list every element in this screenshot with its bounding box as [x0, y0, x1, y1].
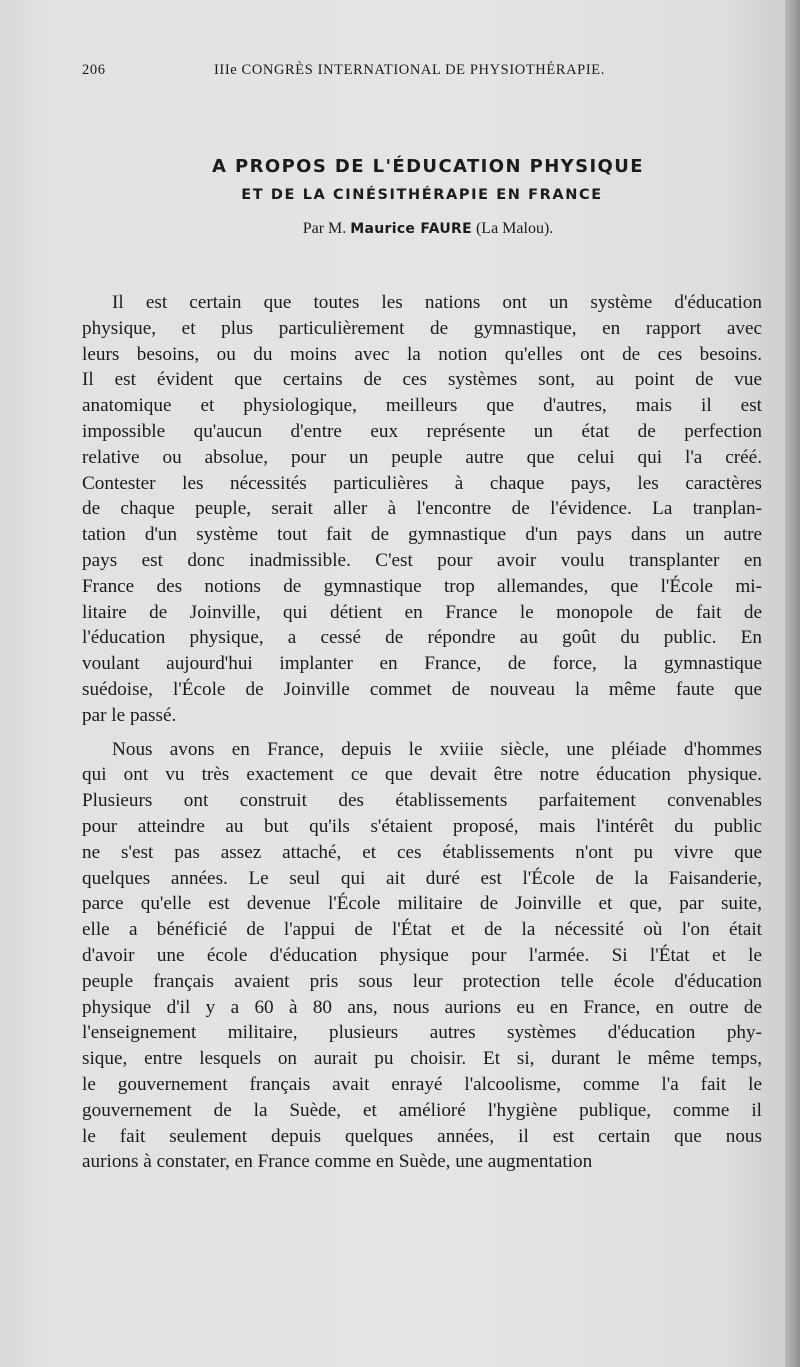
page-edge-shadow [785, 0, 800, 1367]
text-line: tation d'un système tout fait de gymnastique d'un pays dans un autre [82, 524, 762, 546]
text-line: quelques années. Le seul qui ait duré est l'École de la Faisanderie, [82, 867, 762, 889]
text-line: le gouvernement français avait enrayé l'alcoolisme, comme l'a fait le [82, 1073, 762, 1095]
paragraph [82, 290, 762, 729]
text-line: Il est évident que certains de ces systèmes sont, au point de vue [82, 369, 762, 391]
text-line: qui ont vu très exactement ce que devait être notre éducation physique. [82, 764, 762, 786]
text-line: peuple français avaient pris sous leur protection telle école d'éducation [82, 970, 762, 992]
article-subtitle: ET DE LA CINÉSITHÉRAPIE EN FRANCE [241, 187, 603, 203]
text-line: Plusieurs ont construit des établissements parfaitement convenables [82, 790, 762, 812]
byline-prefix: Par M. [302, 220, 351, 237]
text-line: leurs besoins, ou du moins avec la notion qu'elles ont de ces besoins. [82, 343, 762, 365]
text-line: pays est donc inadmissible. C'est pour avoir voulu transplanter en [82, 549, 762, 571]
text-line: parce qu'elle est devenue l'École militaire de Joinville et que, par suite, [82, 893, 762, 915]
show-through-artifact [82, 108, 772, 128]
text-line: Nous avons en France, depuis le xviiie siècle, une pléiade d'hommes [112, 738, 762, 760]
article-title: A PROPOS DE L'ÉDUCATION PHYSIQUE [212, 156, 644, 177]
text-line: gouvernement de la Suède, et amélioré l'hygiène publique, comme il [82, 1099, 762, 1121]
text-line: Contester les nécessités particulières à chaque pays, les caractères [82, 472, 762, 494]
text-line: litaire de Joinville, qui détient en France le monopole de fait de [82, 601, 762, 623]
text-line: ne s'est pas assez attaché, et ces établissements n'ont pu vivre que [82, 841, 762, 863]
text-line: l'enseignement militaire, plusieurs autres systèmes d'éducation phy- [82, 1022, 762, 1044]
text-line: elle a bénéficié de l'appui de l'État et de la nécessité où l'on était [82, 919, 762, 941]
text-line: anatomique et physiologique, meilleurs que d'autres, mais il est [82, 395, 762, 417]
paragraph-gap [82, 729, 762, 737]
text-line: de chaque peuple, serait aller à l'encontre de l'évidence. La tranplan- [82, 498, 762, 520]
text-line: physique d'il y a 60 à 80 ans, nous aurions eu en France, en outre de [82, 996, 762, 1018]
text-line: France des notions de gymnastique trop allemandes, que l'École mi- [82, 575, 762, 597]
text-line: voulant aujourd'hui implanter en France, de force, la gymnastique [82, 653, 762, 675]
text-line: relative ou absolue, pour un peuple autre que celui qui l'a créé. [82, 446, 762, 468]
article-title-block [82, 154, 762, 240]
article-body [82, 290, 762, 1175]
byline-affiliation: (La Malou). [471, 220, 554, 237]
text-line: par le passé. [82, 704, 177, 726]
text-line: le fait seulement depuis quelques années, il est certain que nous [82, 1125, 762, 1147]
running-title: IIIe CONGRÈS INTERNATIONAL DE PHYSIOTHÉRAPIE. [214, 62, 605, 78]
text-line: aurions à constater, en France comme en Suède, une augmentation [82, 1151, 593, 1173]
text-line: d'avoir une école d'éducation physique pour l'armée. Si l'État et le [82, 944, 762, 966]
text-line: pour atteindre au but qu'ils s'étaient proposé, mais l'intérêt du public [82, 815, 762, 837]
page-number: 206 [82, 62, 106, 78]
text-line: Il est certain que toutes les nations ont un système d'éducation [112, 292, 762, 313]
text-line: impossible qu'aucun d'entre eux représente un état de perfection [82, 420, 762, 442]
byline-author: Maurice FAURE [350, 221, 472, 237]
text-line: l'éducation physique, a cessé de répondre au goût du public. En [82, 627, 762, 649]
text-line: sique, entre lesquels on aurait pu choisir. Et si, durant le même temps, [82, 1048, 762, 1070]
running-header [82, 62, 752, 84]
text-line: physique, et plus particulièrement de gymnastique, en rapport avec [82, 317, 762, 339]
text-line: suédoise, l'École de Joinville commet de nouveau la même faute que [82, 678, 762, 700]
paragraph [82, 737, 762, 1176]
byline [82, 218, 762, 240]
